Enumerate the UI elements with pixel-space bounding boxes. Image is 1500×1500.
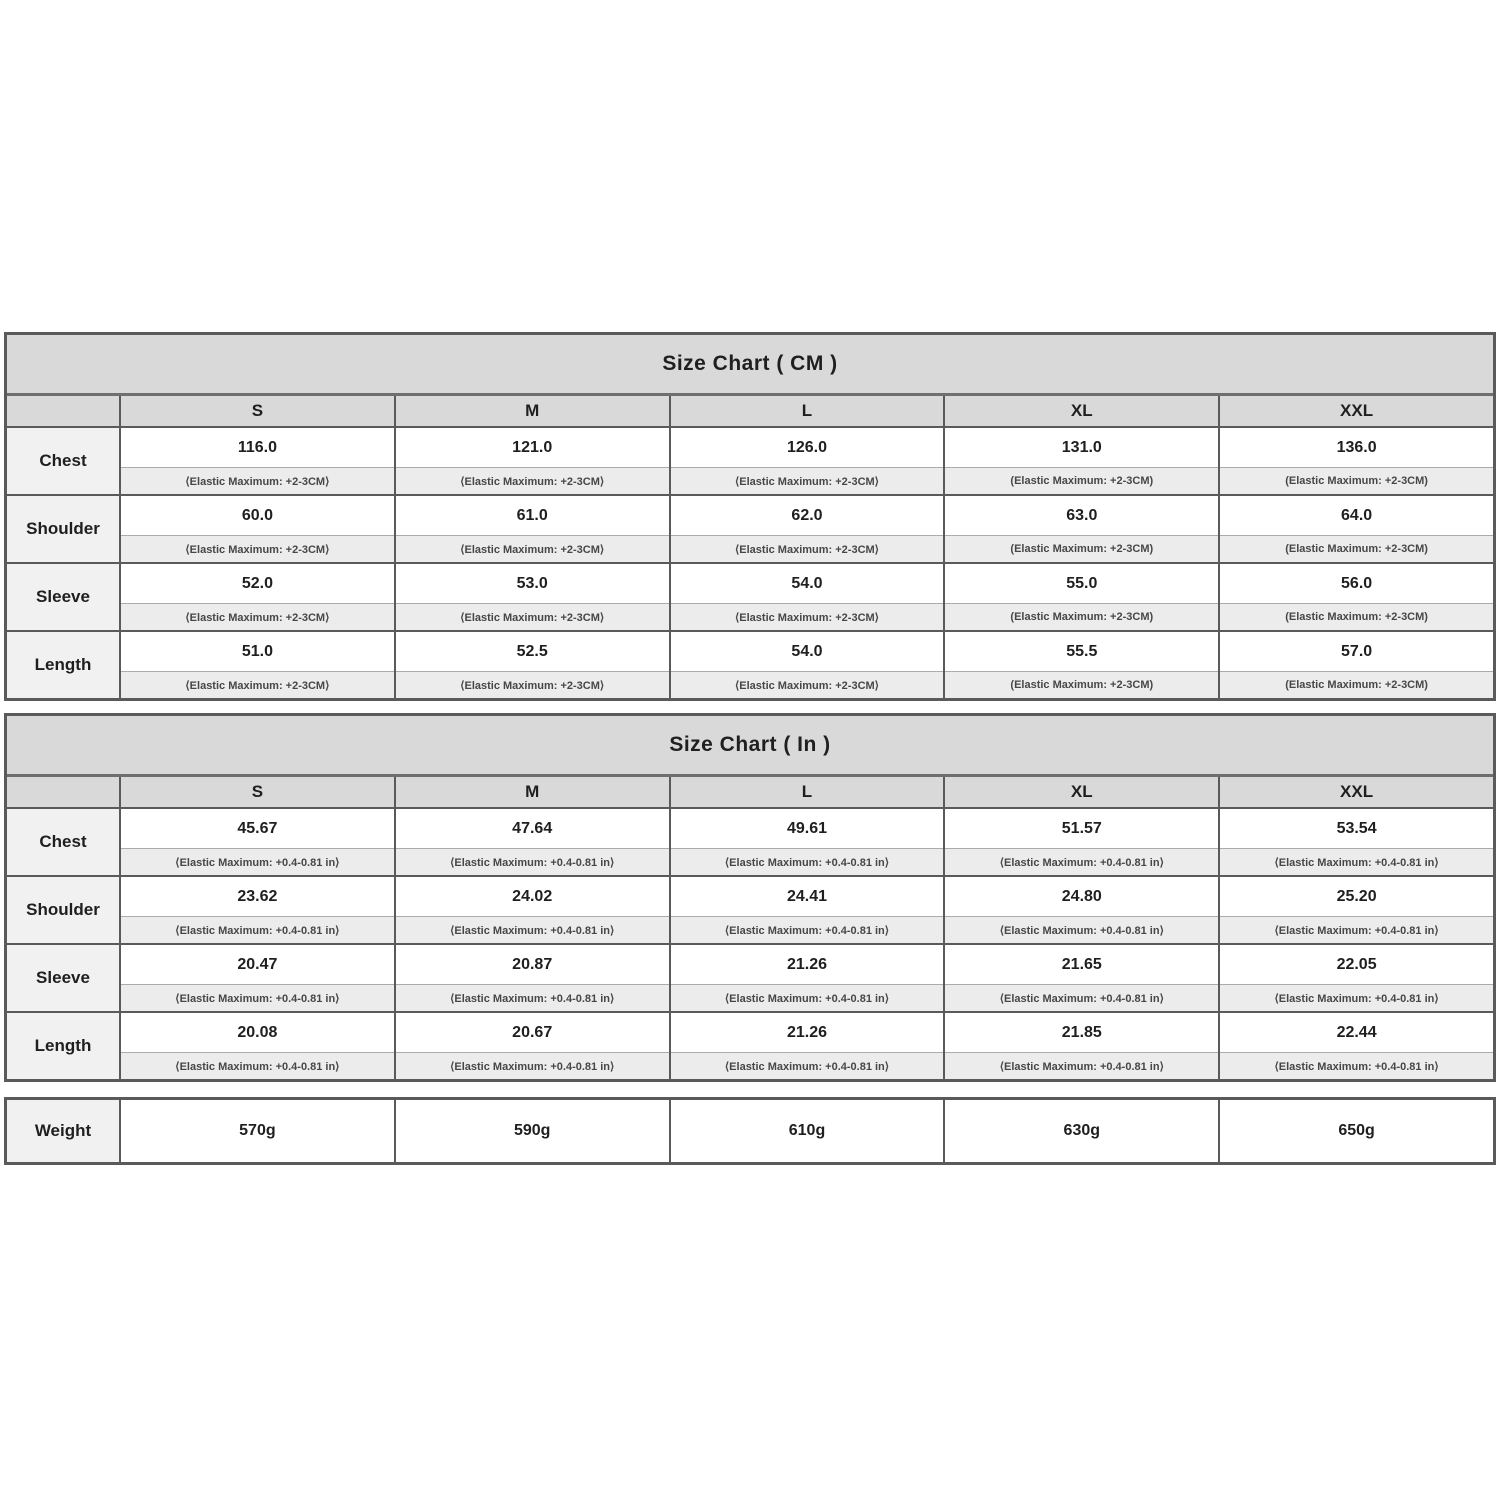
elastic-note: ⟨Elastic Maximum: +0.4-0.81 in⟩ — [1220, 916, 1493, 943]
elastic-note: ⟨Elastic Maximum: +2-3CM⟩ — [396, 671, 669, 698]
measurement-cell — [1218, 1100, 1493, 1162]
size-value: 126.0 — [786, 438, 828, 456]
measurement-cell — [119, 496, 394, 562]
row-label: Chest — [7, 428, 119, 494]
measurement-cell — [943, 496, 1218, 562]
size-value: 21.65 — [1061, 955, 1102, 973]
size-header-xl: XL — [943, 777, 1218, 807]
measurement-cell — [119, 877, 394, 943]
measurement-cell — [394, 1013, 669, 1079]
elastic-note: ⟨Elastic Maximum: +2-3CM⟩ — [121, 535, 394, 562]
elastic-note: ⟨Elastic Maximum: +0.4-0.81 in⟩ — [671, 1052, 944, 1079]
measurement-cell — [394, 564, 669, 630]
elastic-note: ⟨Elastic Maximum: +0.4-0.81 in⟩ — [671, 916, 944, 943]
elastic-note: ⟨Elastic Maximum: +2-3CM⟩ — [121, 603, 394, 630]
size-value: 52.5 — [516, 642, 548, 660]
elastic-note: (Elastic Maximum: +2-3CM) — [1220, 671, 1493, 698]
table-row-shoulder — [7, 875, 1493, 943]
measurement-cell — [669, 877, 944, 943]
measurement-cell — [119, 428, 394, 494]
table-row-sleeve — [7, 562, 1493, 630]
measurement-cell — [943, 428, 1218, 494]
measurement-cell — [1218, 564, 1493, 630]
measurement-cell — [394, 945, 669, 1011]
size-value: 22.44 — [1336, 1023, 1377, 1041]
elastic-note: (Elastic Maximum: +2-3CM) — [945, 535, 1218, 562]
cm-header-row — [7, 396, 1493, 428]
size-value: 54.0 — [791, 642, 823, 660]
elastic-note: ⟨Elastic Maximum: +0.4-0.81 in⟩ — [1220, 848, 1493, 875]
measurement-cell — [394, 1100, 669, 1162]
in-table-title: Size Chart ( In ) — [7, 716, 1493, 777]
size-header-xxl: XXL — [1218, 777, 1493, 807]
elastic-note: (Elastic Maximum: +2-3CM) — [945, 671, 1218, 698]
size-header-m: M — [394, 777, 669, 807]
measurement-cell — [394, 428, 669, 494]
size-value: 52.0 — [241, 574, 273, 592]
elastic-note: (Elastic Maximum: +2-3CM) — [1220, 535, 1493, 562]
size-value: 136.0 — [1336, 438, 1377, 456]
measurement-cell — [119, 1013, 394, 1079]
size-value: 20.67 — [512, 1023, 553, 1041]
elastic-note: ⟨Elastic Maximum: +0.4-0.81 in⟩ — [121, 1052, 394, 1079]
elastic-note: ⟨Elastic Maximum: +0.4-0.81 in⟩ — [945, 848, 1218, 875]
measurement-cell — [669, 809, 944, 875]
elastic-note: ⟨Elastic Maximum: +0.4-0.81 in⟩ — [671, 984, 944, 1011]
elastic-note: ⟨Elastic Maximum: +0.4-0.81 in⟩ — [121, 916, 394, 943]
size-header-s: S — [119, 777, 394, 807]
size-value: 62.0 — [791, 506, 823, 524]
measurement-cell — [394, 632, 669, 698]
size-header-m: M — [394, 396, 669, 426]
table-row-length — [7, 630, 1493, 698]
size-chart-cm-table — [4, 332, 1496, 701]
row-label: Shoulder — [7, 496, 119, 562]
weight-value: 650g — [1338, 1122, 1375, 1139]
size-value: 57.0 — [1341, 642, 1373, 660]
elastic-note: ⟨Elastic Maximum: +0.4-0.81 in⟩ — [121, 984, 394, 1011]
in-header-corner-cell — [7, 777, 119, 807]
measurement-cell — [943, 945, 1218, 1011]
elastic-note: ⟨Elastic Maximum: +2-3CM⟩ — [121, 467, 394, 494]
elastic-note: ⟨Elastic Maximum: +2-3CM⟩ — [671, 467, 944, 494]
elastic-note: ⟨Elastic Maximum: +0.4-0.81 in⟩ — [396, 984, 669, 1011]
measurement-cell — [943, 632, 1218, 698]
weight-value: 610g — [788, 1122, 826, 1139]
elastic-note: ⟨Elastic Maximum: +2-3CM⟩ — [671, 603, 944, 630]
row-label: Length — [7, 632, 119, 698]
measurement-cell — [1218, 428, 1493, 494]
row-label: Sleeve — [7, 564, 119, 630]
size-value: 54.0 — [791, 574, 823, 592]
measurement-cell — [669, 1100, 944, 1162]
in-header-row — [7, 777, 1493, 809]
table-row-length — [7, 1011, 1493, 1079]
size-value: 45.67 — [237, 819, 278, 837]
size-value: 51.57 — [1061, 819, 1102, 837]
size-value: 55.5 — [1066, 642, 1098, 660]
measurement-cell — [943, 1100, 1218, 1162]
size-value: 53.0 — [516, 574, 548, 592]
row-label: Shoulder — [7, 877, 119, 943]
size-value: 61.0 — [516, 506, 548, 524]
size-value: 23.62 — [237, 887, 278, 905]
elastic-note: (Elastic Maximum: +2-3CM) — [945, 603, 1218, 630]
weight-table — [4, 1097, 1496, 1165]
size-value: 51.0 — [241, 642, 273, 660]
elastic-note: ⟨Elastic Maximum: +2-3CM⟩ — [396, 535, 669, 562]
size-value: 24.41 — [786, 887, 828, 905]
size-header-l: L — [669, 396, 944, 426]
elastic-note: ⟨Elastic Maximum: +0.4-0.81 in⟩ — [396, 848, 669, 875]
measurement-cell — [394, 496, 669, 562]
measurement-cell — [669, 1013, 944, 1079]
weight-value: 590g — [513, 1122, 551, 1139]
measurement-cell — [669, 945, 944, 1011]
measurement-cell — [119, 632, 394, 698]
size-value: 47.64 — [512, 819, 553, 837]
elastic-note: ⟨Elastic Maximum: +2-3CM⟩ — [121, 671, 394, 698]
size-value: 116.0 — [237, 438, 277, 456]
measurement-cell — [119, 945, 394, 1011]
measurement-cell — [943, 877, 1218, 943]
measurement-cell — [943, 564, 1218, 630]
elastic-note: (Elastic Maximum: +2-3CM) — [1220, 467, 1493, 494]
measurement-cell — [1218, 1013, 1493, 1079]
size-value: 21.85 — [1061, 1023, 1102, 1041]
elastic-note: ⟨Elastic Maximum: +0.4-0.81 in⟩ — [1220, 1052, 1493, 1079]
size-value: 24.80 — [1061, 887, 1102, 905]
elastic-note: ⟨Elastic Maximum: +2-3CM⟩ — [396, 467, 669, 494]
elastic-note: ⟨Elastic Maximum: +2-3CM⟩ — [671, 671, 944, 698]
weight-value: 630g — [1063, 1122, 1101, 1139]
size-value: 21.26 — [786, 1023, 828, 1041]
elastic-note: ⟨Elastic Maximum: +0.4-0.81 in⟩ — [945, 984, 1218, 1011]
elastic-note: ⟨Elastic Maximum: +0.4-0.81 in⟩ — [121, 848, 394, 875]
size-value: 64.0 — [1341, 506, 1373, 524]
measurement-cell — [1218, 809, 1493, 875]
row-label: Weight — [7, 1100, 119, 1162]
table-row-chest — [7, 809, 1493, 875]
measurement-cell — [119, 1100, 394, 1162]
size-value: 63.0 — [1066, 506, 1098, 524]
elastic-note: (Elastic Maximum: +2-3CM) — [945, 467, 1218, 494]
size-header-s: S — [119, 396, 394, 426]
size-value: 53.54 — [1336, 819, 1377, 837]
measurement-cell — [1218, 945, 1493, 1011]
size-value: 20.08 — [237, 1023, 278, 1041]
size-value: 21.26 — [786, 955, 828, 973]
size-value: 20.47 — [237, 955, 278, 973]
elastic-note: ⟨Elastic Maximum: +2-3CM⟩ — [396, 603, 669, 630]
size-header-xl: XL — [943, 396, 1218, 426]
size-chart-in-table — [4, 713, 1496, 1082]
cm-header-corner-cell — [7, 396, 119, 426]
table-row-chest — [7, 428, 1493, 494]
elastic-note: (Elastic Maximum: +2-3CM) — [1220, 603, 1493, 630]
size-value: 55.0 — [1066, 574, 1098, 592]
table-row-weight — [7, 1100, 1493, 1162]
measurement-cell — [119, 564, 394, 630]
measurement-cell — [669, 564, 944, 630]
measurement-cell — [943, 1013, 1218, 1079]
row-label: Sleeve — [7, 945, 119, 1011]
measurement-cell — [669, 496, 944, 562]
size-value: 20.87 — [512, 955, 553, 973]
elastic-note: ⟨Elastic Maximum: +2-3CM⟩ — [671, 535, 944, 562]
elastic-note: ⟨Elastic Maximum: +0.4-0.81 in⟩ — [396, 1052, 669, 1079]
row-label: Chest — [7, 809, 119, 875]
size-value: 121.0 — [512, 438, 553, 456]
size-value: 49.61 — [786, 819, 828, 837]
measurement-cell — [1218, 496, 1493, 562]
cm-table-title: Size Chart ( CM ) — [7, 335, 1493, 396]
measurement-cell — [943, 809, 1218, 875]
table-row-sleeve — [7, 943, 1493, 1011]
size-header-l: L — [669, 777, 944, 807]
measurement-cell — [119, 809, 394, 875]
elastic-note: ⟨Elastic Maximum: +0.4-0.81 in⟩ — [396, 916, 669, 943]
size-value: 60.0 — [241, 506, 273, 524]
measurement-cell — [669, 632, 944, 698]
size-value: 25.20 — [1336, 887, 1377, 905]
weight-value: 570g — [239, 1122, 276, 1139]
size-value: 131.0 — [1061, 438, 1102, 456]
measurement-cell — [394, 877, 669, 943]
elastic-note: ⟨Elastic Maximum: +0.4-0.81 in⟩ — [945, 1052, 1218, 1079]
elastic-note: ⟨Elastic Maximum: +0.4-0.81 in⟩ — [945, 916, 1218, 943]
size-header-xxl: XXL — [1218, 396, 1493, 426]
measurement-cell — [1218, 877, 1493, 943]
size-value: 24.02 — [512, 887, 553, 905]
elastic-note: ⟨Elastic Maximum: +0.4-0.81 in⟩ — [671, 848, 944, 875]
size-value: 56.0 — [1341, 574, 1373, 592]
table-row-shoulder — [7, 494, 1493, 562]
elastic-note: ⟨Elastic Maximum: +0.4-0.81 in⟩ — [1220, 984, 1493, 1011]
size-value: 22.05 — [1336, 955, 1377, 973]
measurement-cell — [669, 428, 944, 494]
measurement-cell — [1218, 632, 1493, 698]
measurement-cell — [394, 809, 669, 875]
row-label: Length — [7, 1013, 119, 1079]
